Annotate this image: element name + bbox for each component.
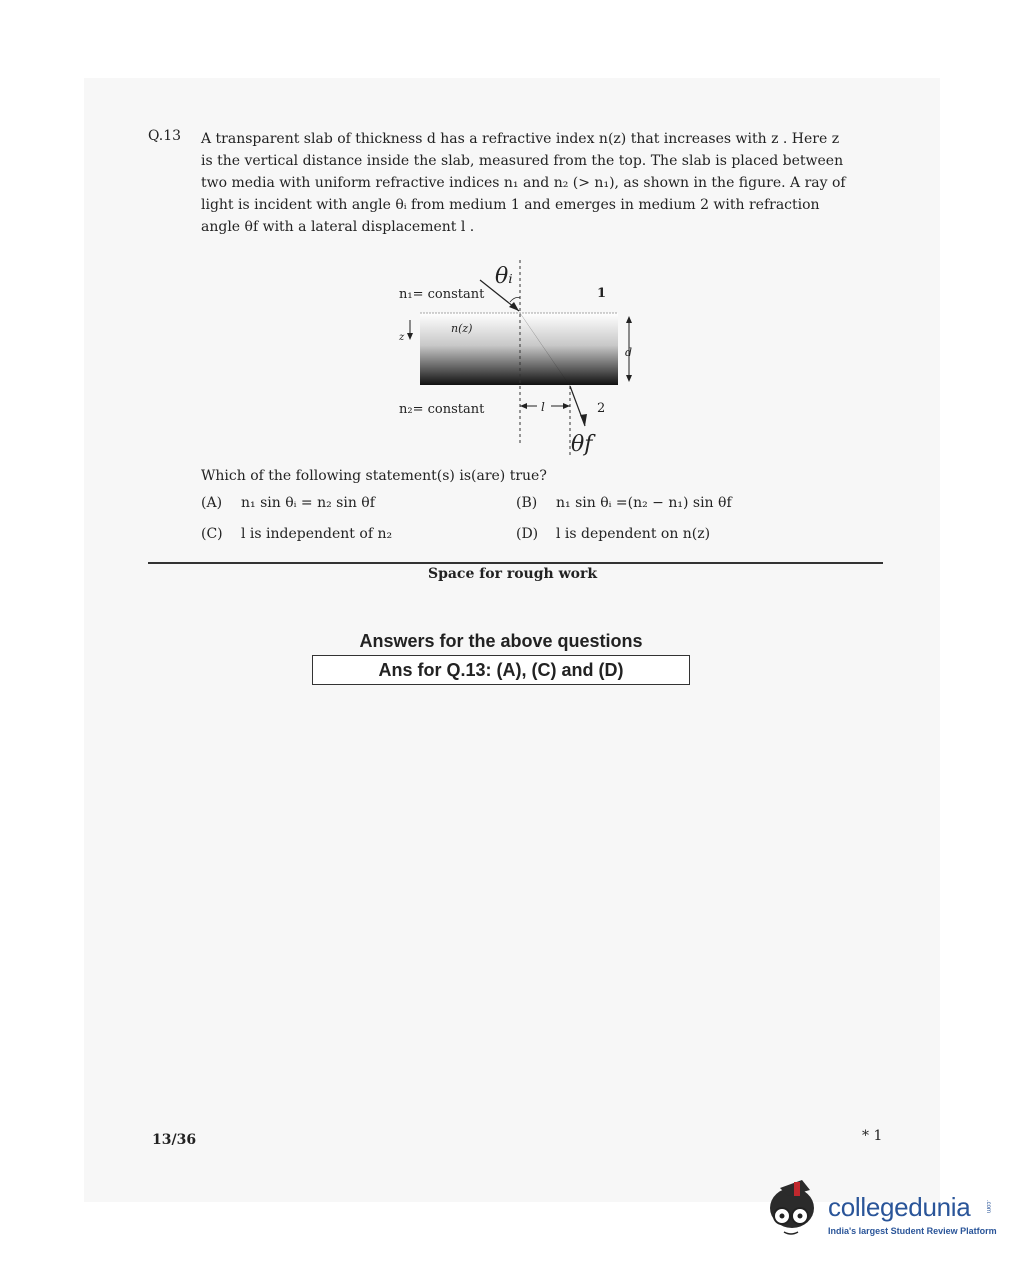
option-text: l is dependent on n(z) <box>556 526 711 542</box>
emergent-arrowhead <box>580 414 587 426</box>
option-label: (A) <box>201 495 223 511</box>
brand-name: collegedunia <box>828 1192 971 1222</box>
d-arrow-down <box>626 375 632 382</box>
option-a <box>201 495 375 511</box>
medium1-label: 1 <box>597 286 607 301</box>
slab <box>420 313 618 385</box>
question-number: Q.13 <box>148 128 182 144</box>
option-text: n₁ sin θᵢ =(n₂ − n₁) sin θf <box>556 495 732 511</box>
brand-suffix: .com <box>985 1200 991 1214</box>
page-number: 13/36 <box>152 1132 197 1148</box>
question-line: A transparent slab of thickness d has a refractive index n(z) that increases with z . Here z <box>201 131 840 147</box>
z-arrowhead <box>407 333 413 340</box>
option-text: n₁ sin θᵢ = n₂ sin θf <box>241 495 375 511</box>
theta-i-label: θᵢ <box>495 264 513 289</box>
section-divider <box>148 562 883 564</box>
question-line: light is incident with angle θᵢ from medium 1 and emerges in medium 2 with refraction <box>201 197 820 213</box>
option-b <box>516 495 732 511</box>
question-line: angle θf with a lateral displacement l . <box>201 219 475 235</box>
d-label: d <box>625 346 633 359</box>
option-label: (D) <box>516 526 539 542</box>
option-text: l is independent of n₂ <box>241 526 393 542</box>
z-label: z <box>399 332 405 343</box>
slab-figure <box>385 258 645 468</box>
n2-label: n₂= constant <box>399 402 485 417</box>
brand-tagline: India's largest Student Review Platform <box>828 1226 997 1236</box>
answer-box: Ans for Q.13: (A), (C) and (D) <box>312 655 690 685</box>
medium2-label: 2 <box>597 401 606 416</box>
l-arrow-left <box>520 403 527 409</box>
question-prompt: Which of the following statement(s) is(are) true? <box>201 468 547 484</box>
option-d <box>516 526 710 542</box>
page-code: * 1 <box>862 1128 883 1144</box>
n1-label: n₁= constant <box>399 287 485 302</box>
question-line: two media with uniform refractive indices n₁ and n₂ (> n₁), as shown in the figure. A ray of <box>201 175 846 191</box>
option-label: (C) <box>201 526 223 542</box>
answers-heading: Answers for the above questions <box>359 631 643 651</box>
d-arrow-up <box>626 316 632 323</box>
nz-label: n(z) <box>451 322 473 335</box>
incident-arrowhead <box>509 302 519 311</box>
l-arrow-right <box>563 403 570 409</box>
theta-f-label: θf <box>571 432 593 457</box>
option-label: (B) <box>516 495 538 511</box>
question-line: is the vertical distance inside the slab, measured from the top. The slab is placed between <box>201 153 844 169</box>
rough-work-label: Space for rough work <box>427 566 598 582</box>
theta-i-arc <box>510 298 520 303</box>
question-text <box>201 128 885 238</box>
option-c <box>201 526 392 542</box>
l-label: l <box>541 400 545 414</box>
